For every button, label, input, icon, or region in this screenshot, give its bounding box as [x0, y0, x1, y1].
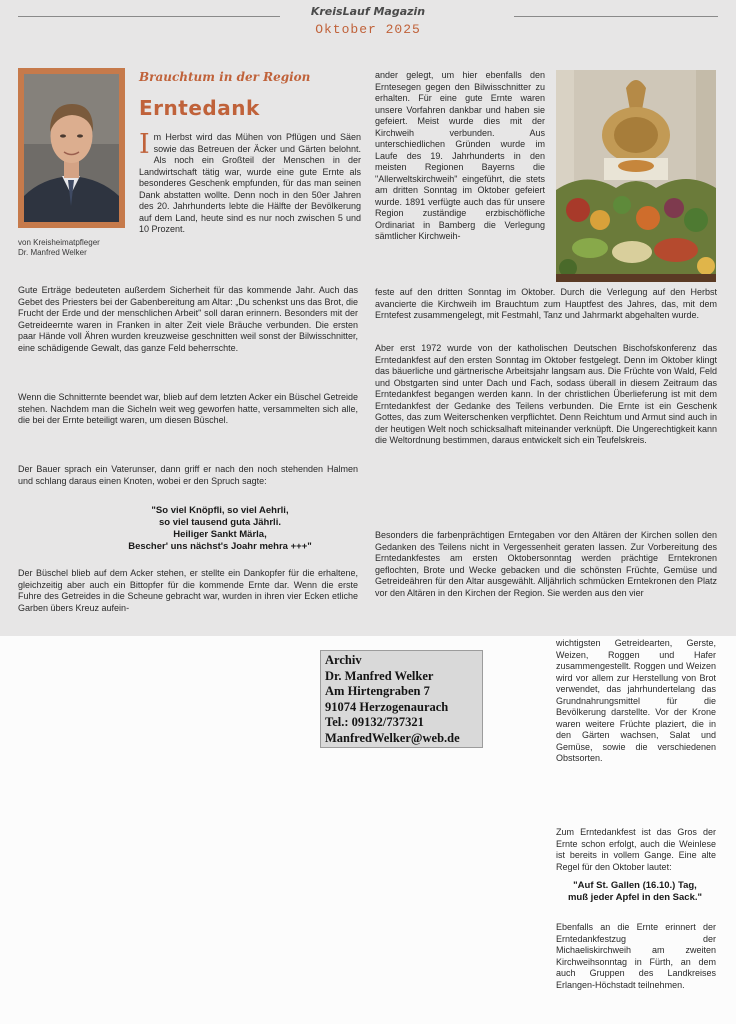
stamp-line-street: Am Hirtengraben 7 [325, 684, 430, 698]
intro-paragraph [139, 129, 361, 236]
paragraph-yields: Gute Erträge bedeuteten außerdem Sicherheit für das kommende Jahr. Auch das Gebet des Priesters bei der Gabenbereitung am Altar: „Du schenkst uns das Brot, die Frucht der Erde und der menschlichen Arbeit" soll daran erinnern. Besonders mit der Getreideernte waren in Franken in alter Zeit viele Bräuche verbunden. Die ersten paar Hände voll Ähren wurden kreuzweise geschnitten weil sonst der Bilwisschnitter, eine schädigende Gewalt, das ganze Feld beherrschte. [18, 285, 358, 353]
poem-line-3: Heiliger Sankt Märla, [173, 529, 267, 540]
author-caption [18, 238, 133, 258]
issue-date: Oktober 2025 [315, 22, 421, 37]
author-photo-image [24, 74, 119, 222]
author-caption-name: Dr. Manfred Welker [18, 248, 87, 257]
paragraph-harvest-end: Wenn die Schnitternte beendet war, blieb auf dem letzten Acker ein Büschel Getreide stehen. Nachdem man die Sicheln weit weg geworfen hatte, versammelten sich alle, die bei der Ernte beteiligt waren, um diesen Büschel. [18, 392, 358, 425]
st-gallen-saying [556, 880, 714, 904]
paragraph-farmer-prayer: Der Bauer sprach ein Vaterunser, dann griff er nach den noch stehenden Halmen und schlang daraus einen Knoten, wobei er den Spruch sagte: [18, 464, 358, 486]
stamp-line-city: 91074 Herzogenaurach [325, 699, 449, 714]
poem-line-4: Bescher' uns nächst's Joahr mehra +++" [128, 541, 312, 552]
harvest-poem [80, 505, 360, 553]
poem-line-1: "So viel Knöpfli, so viel Aehrli, [151, 505, 289, 516]
intro-text: m Herbst wird das Mühen von Pflügen und Säen sowie das Betreuen der Äcker und Gärten belohnt. Als noch ein Großteil der Menschen in der Landwirtschaft tätig war, wurde eine gute Ernte als besonderes Geschenk empfunden, für das man seinen Dank abstatten wollte. Denn noch in den 50er Jahren des 20. Jahrhunderts lebte die Hälfte der Bevölkerung auf dem Land, heute sind es nur noch zwischen 5 und 10 Prozent. [139, 132, 361, 234]
paragraph-offering: Der Büschel blieb auf dem Acker stehen, er stellte ein Dankopfer für die erhaltene, gleichzeitig aber auch ein Bittopfer für die kommende Ernte dar. Wenn die erste Fuhre des Getreides in die Scheune gebracht war, wurden in ihren vier Ecken etliche Garben übers Kreuz aufein- [18, 568, 358, 613]
magazine-name: KreisLauf Magazin [310, 5, 426, 18]
paragraph-wine-harvest: Zum Erntedankfest ist das Gros der Ernte schon erfolgt, auch die Weinlese ist bereits in vollem Gange. Eine alte Regel für den Oktober lautet: [556, 827, 716, 872]
harvest-altar-image [556, 70, 716, 282]
paragraph-grain-types: wichtigsten Getreidearten, Gerste, Weizen, Roggen und Hafer zusammengestellt. Roggen und Weizen wird vor allem zur Herstellung von Brot verwendet, das jahrhundertelang das Grundnahrungsmittel für die Bevölkerung darstellte. Vor der Krone waren weitere Früchte plaziert, die in den Gärten wachsen, Salat und Gemüse, sowie die verschiedenen Obstsorten. [556, 638, 716, 763]
saying-line-1: "Auf St. Gallen (16.10.) Tag, [573, 880, 697, 891]
article-kicker: Brauchtum in der Region [139, 70, 311, 84]
stamp-line-email: ManfredWelker@web.de [325, 730, 460, 745]
stamp-line-name: Dr. Manfred Welker [325, 668, 434, 683]
harvest-altar-photo [556, 70, 716, 282]
paragraph-fuerth-parade: Ebenfalls an die Ernte erinnert der Erntedankfestzug der Michaeliskirchweih am zweiten Kirchweihsonntag in Fürth, an dem auch Gruppen des Landkreises Erlangen-Höchstadt teilnehmen. [556, 922, 716, 990]
stamp-line-phone: Tel.: 09132/737321 [325, 715, 424, 729]
poem-line-2: so viel tausend guta Jährli. [159, 517, 281, 528]
drop-cap: I [139, 129, 150, 160]
author-portrait [18, 68, 125, 228]
paragraph-kirchweih: ander gelegt, um hier ebenfalls den Erntesegen gegen den Bilwisschnitter zu erhalten. Für eine gute Ernte waren unsere Vorfahren dankbar und haben sie gefeiert. Meist wurde dies mit der Kirchweih verbunden. Aus unterschiedlichen Gründen wurde im Laufe des 19. Jahrhunderts in den meisten Regionen Bayerns die "Allerweltskirchweih" eingeführt, die stets am dritten Sonntag im Oktober gefeiert wurde. 1891 verfügte auch das für unsere Region zuständige erzbischöfliche Ordinariat in Bamberg die Verlegung sämtlicher Kirchweih- [375, 70, 545, 241]
article-headline: Erntedank [139, 96, 260, 120]
archive-stamp [320, 650, 483, 748]
paragraph-1972: Aber erst 1972 wurde von der katholischen Deutschen Bischofskonferenz das Erntedankfest auf den ersten Sonntag im Oktober festgelegt. Denn im Oktober klingt das bäuerliche und gärtnerische Arbeitsjahr langsam aus. Die Früchte von Wald, Feld und Obstgarten sind unter Dach und Fach, sodass überall in diesem Zeitraum das Erntedankfest begangen werden kann. In der christlichen Überlieferung ist mit dem Erntedankfest der Gedanke des Teilens verbunden. Die Ernte ist ein Geschenk Gottes, das zum Weiterschenken verpflichtet. Denn Reichtum und Armut sind auch in der heutigen Welt noch schicksalhaft miteinander verknüpft. Die Ungerechtigkeit kann die Weltordnung bestimmen, daraus entwickelt sich ein Teufelskreis. [375, 343, 717, 445]
author-caption-role: von Kreisheimatpfleger [18, 238, 100, 247]
paragraph-harvest-gifts: Besonders die farbenprächtigen Erntegaben vor den Altären der Kirchen sollen den Gedanken des Teilens nicht in Vergessenheit geraten lassen. Zur Vorbereitung des Erntedankfestes am ersten Oktobersonntag werden prächtige Erntekronen geflochten, Brote und Wecke gebacken und die schönsten Früchte, Gemüse und Getreideähren für den Altar ausgewählt. Alljährlich schmücken Erntekronen den Platz vor den Altären in den Kirchen der Region. Sie werden aus den vier [375, 530, 717, 598]
saying-line-2: muß jeder Apfel in den Sack." [567, 892, 703, 903]
paragraph-main-feast: feste auf den dritten Sonntag im Oktober. Durch die Verlegung auf den Herbst avancierte die Kirchweih im Brauchtum zum Hauptfest des Jahres, das, mit dem Erntefest zusammengelegt, mit Festmahl, Tanz und Jahrmarkt abgehalten wurde. [375, 287, 717, 320]
stamp-line-archive: Archiv [325, 653, 362, 667]
